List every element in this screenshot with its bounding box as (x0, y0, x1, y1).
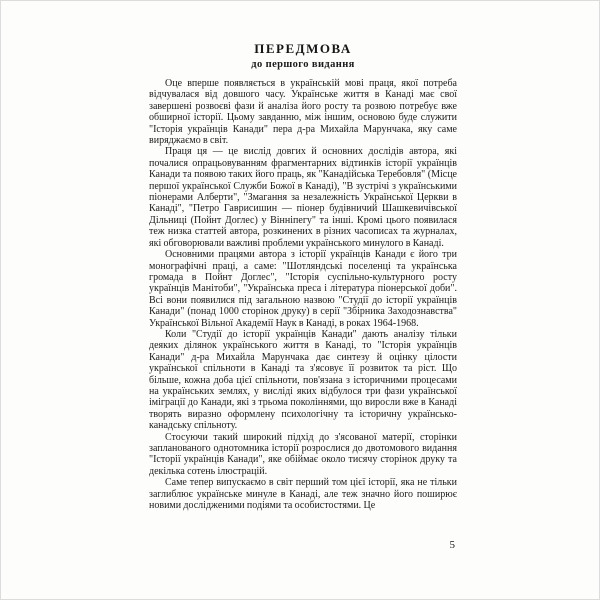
paragraph: Оце вперше появляється в українській мові праця, якої потреба відчувалася від довшого часу. Українське життя в Канаді має свої завершені розвоєві фази й аналіза його росту та розвою потребує вже обширної історії. Цьому завданню, між іншим, основою буде служити "Історія українців Канади" пера д-ра Михайла Марунчака, яку саме виряджаємо в світ. (149, 78, 457, 147)
page-content (149, 41, 457, 511)
paragraph: Основними працями автора з історії українців Канади є його три монографічні праці, а саме: "Шотляндські поселенці та українська громада в Пойнт Доглес", "Історія суспільно-культурного росту українців Манітоби", "Українська преса і література піонерської доби". Всі вони появилися під загальною назвою "Студії до історії українців Канади" (понад 1000 сторінок друку) в серії "Збірника Заходознавства" Української Вільної Академії Наук в Канаді, в роках 1964-1968. (149, 249, 457, 329)
page-subtitle: до першого видання (251, 59, 355, 70)
paragraph: Саме тепер випускаємо в світ перший том цієї історії, яка не тільки заглиблює українське минуле в Канаді, але теж значно його поширює новими дослідженими подіями та особистостями. Це (149, 477, 457, 512)
paragraph: Стосуючи такий широкий підхід до з'ясованої матерії, сторінки запланованого однотомника історії розрослися до двотомового видання "Історії українців Канади", яке обіймає около тисячу сторінок друку та декілька сотень ілюстрацій. (149, 431, 457, 477)
paragraph: Коли "Студії до історії українців Канади" дають аналізу тільки деяких ділянок українського життя в Канаді, то "Історія українців Канади" д-ра Михайла Марунчака дає синтезу й оцінку цілости української спільноти в Канаді та з'ясовує її розвиток та ріст. Що більше, кожна доба цієї спільноти, пов'язана з історичними процесами на українських землях, у висліді яких відбулося три фази української іміграції до Канади, які з трьома поколіннями, що виросли вже в Канаді творять виразно оформлену психологічну та історичну українсько-канадську спільноту. (149, 328, 457, 432)
page-number: 5 (449, 539, 455, 551)
paragraph: Праця ця — це вислід довгих й основних дослідів автора, які почалися опрацьовуванням фрагментарних відтинків історії українців Канади та появою таких його праць, як "Канадійська Теребовля" (Місце першої української Служби Божої в Канаді), "В зустрічі з українськими піонерами Алберти", "Змагання за незалежність Української Церкви в Канаді", "Петро Гаврисишин — піонер будівничий Шашкевичівської Дільниці (Пойнт Доглес) у Вінніпегу" та інші. Кромі цього появилася теж низка статтей автора, розкинених в різних часописах та журналах, які обговорювали важливі проблеми українського минулого в Канаді. (149, 146, 457, 249)
body-text (149, 78, 457, 511)
page-title: ПЕРЕДМОВА (254, 41, 352, 56)
